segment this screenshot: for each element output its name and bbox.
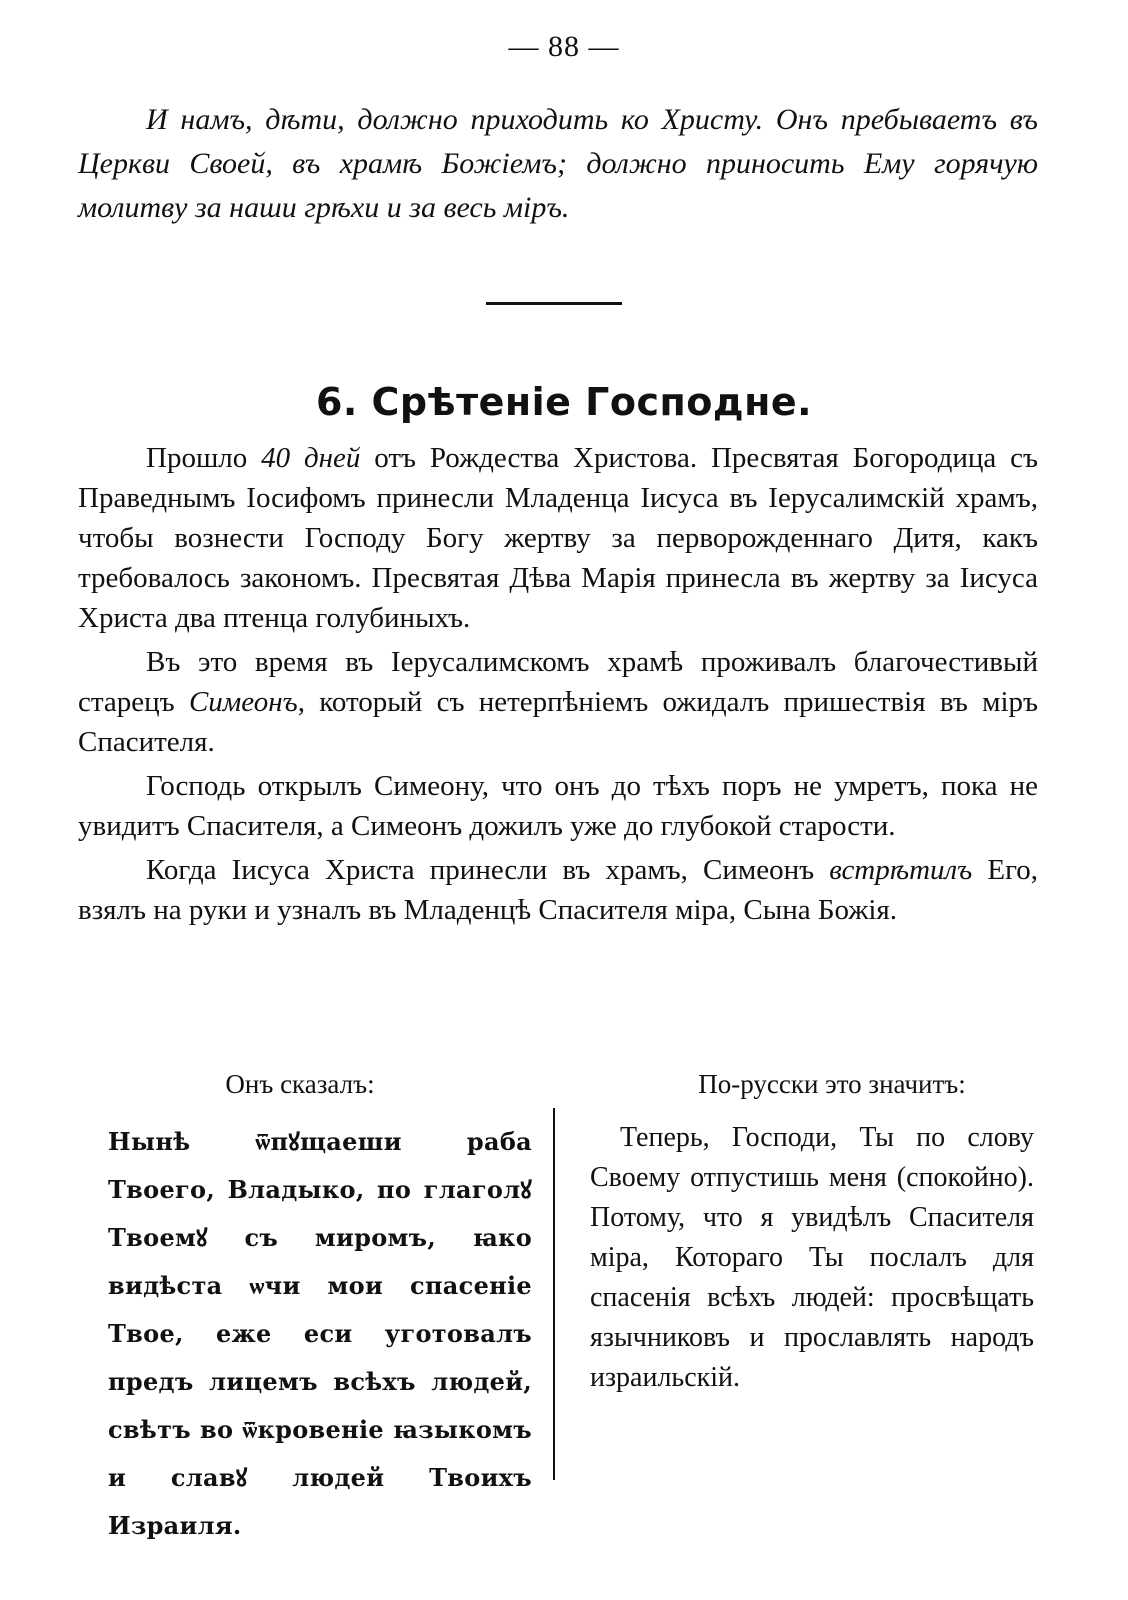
paragraph-1-text-a: Прошло xyxy=(146,442,262,474)
paragraph-4-text-a: Когда Іисуса Христа принесли въ храмъ, Симеонъ xyxy=(146,854,830,886)
paragraph-1 xyxy=(78,438,1038,638)
paragraph-2-text-c: , который съ нетерпѣніемъ ожидалъ пришествія въ міръ Спасителя. xyxy=(78,686,1038,758)
page-number: — 88 — xyxy=(508,30,620,63)
paragraph-1-emphasis: 40 дней xyxy=(261,442,361,474)
paragraph-4-text-c: Его, взялъ на руки и узналъ въ Младенцѣ Спасителя міра, Сына Божія. xyxy=(78,854,1038,926)
left-column-heading: Онъ сказалъ: xyxy=(225,1069,375,1099)
section-divider xyxy=(486,302,622,305)
right-column-heading: По-русски это значитъ: xyxy=(698,1069,966,1099)
paragraph-2-emphasis: Симеонъ xyxy=(188,686,298,718)
paragraph-3: Господь открылъ Симеону, что онъ до тѣхъ поръ не умретъ, пока не увидитъ Спасителя, а Симеонъ дожилъ уже до глубокой старости. xyxy=(78,770,1038,842)
column-divider xyxy=(553,1108,555,1480)
paragraph-2-text-a: Въ это время въ Іерусалимскомъ храмѣ проживалъ благочестивый старецъ xyxy=(78,646,1038,718)
paragraph-1-text-c: отъ Рождества Христова. Пресвятая Богородица съ Праведнымъ Іосифомъ принесли Младенца Іисуса въ Іерусалимскій храмъ, чтобы вознести Господу Богу жертву за перворожденнаго Дитя, какъ требовалось закономъ. Пресвятая Дѣва Марія принесла въ жертву за Іисуса Христа два птенца голубиныхъ. xyxy=(78,442,1038,634)
paragraph-2 xyxy=(78,642,1038,762)
intro-paragraph: И намъ, дѣти, должно приходить ко Христу. Онъ пребываетъ въ Церкви Своей, въ храмѣ Божіемъ; должно приносить Ему горячую молитву за наши грѣхи и за весь міръ. xyxy=(78,103,1038,224)
paragraph-4 xyxy=(78,850,1038,930)
paragraph-4-emphasis: встрѣтилъ xyxy=(829,854,973,886)
church-slavonic-text: Нынѣ ѿпꙋщаеши раба Твоего, Владыко, по глаголꙋ Твоемꙋ съ миромъ, ꙗко видѣста ѡчи мои спасеніе Твое, еже еси уготовалъ предъ лицемъ всѣхъ людей, свѣтъ во ѿкровеніе ꙗзыкомъ и славꙋ людей Твоихъ Израиля. xyxy=(108,1127,532,1540)
russian-translation-text: Теперь, Господи, Ты по слову Своему отпустишь меня (спокойно). Потому, что я увидѣлъ Спасителя міра, Котораго Ты послалъ для спасенія всѣхъ людей: просвѣщать язычниковъ и прославлять народъ израильскій. xyxy=(590,1122,1034,1393)
section-title: 6. Срѣтеніе Господне. xyxy=(315,380,813,424)
section-body xyxy=(78,438,1038,934)
